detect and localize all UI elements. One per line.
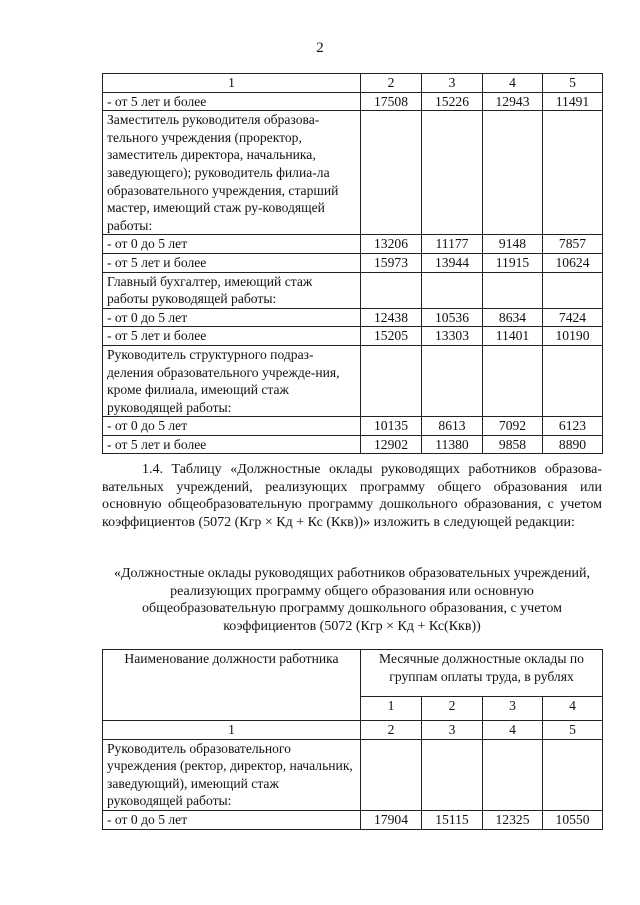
salary-value [422, 739, 483, 810]
table-row [103, 111, 603, 235]
position-label: - от 5 лет и более [103, 92, 361, 111]
table2-group-number: 3 [483, 696, 543, 720]
salary-value: 11915 [483, 253, 543, 272]
table-row [103, 235, 603, 254]
position-label: Главный бухгалтер, имеющий стаж работы руководящей работы: [103, 272, 361, 308]
salary-value [483, 345, 543, 416]
salary-value: 8634 [483, 308, 543, 327]
salary-value: 17508 [361, 92, 422, 111]
table2-group-number: 2 [422, 696, 483, 720]
salary-value [543, 111, 603, 235]
table2-position-header: Наименование должности работника [103, 650, 361, 721]
salary-value: 9858 [483, 435, 543, 454]
position-label: - от 0 до 5 лет [103, 308, 361, 327]
table2-salary-header: Месячные должностные оклады по группам оплаты труда, в рублях [361, 650, 603, 697]
salary-value [361, 111, 422, 235]
table1-index-cell: 4 [483, 74, 543, 93]
salary-value [483, 739, 543, 810]
position-label: - от 5 лет и более [103, 327, 361, 346]
salary-value: 12325 [483, 810, 543, 829]
position-label: - от 5 лет и более [103, 253, 361, 272]
salary-value [422, 345, 483, 416]
new-table-title: «Должностные оклады руководящих работников образовательных учреждений, реализующих программу общего образования или основную общеобразовательную программу дошкольного образования, с учетом коэффициентов (5072 (Кгр × Кд + Кс(Ккв)) [113, 566, 591, 634]
table-row [103, 327, 603, 346]
salary-value: 13206 [361, 235, 422, 254]
position-label: - от 0 до 5 лет [103, 417, 361, 436]
table2-index-cell: 1 [103, 721, 361, 740]
position-label: Заместитель руководителя образова-тельного учреждения (проректор, заместитель директора, начальника, заведующего); руководитель филиа-ла образовательного учреждения, старший мастер, имеющий стаж ру-ководящей работы: [103, 111, 361, 235]
salary-value: 11491 [543, 92, 603, 111]
salary-value: 8890 [543, 435, 603, 454]
salary-value: 11401 [483, 327, 543, 346]
salary-value: 12943 [483, 92, 543, 111]
salary-table-new [102, 649, 603, 830]
salary-value: 15226 [422, 92, 483, 111]
salary-value [483, 272, 543, 308]
table2-index-cell: 4 [483, 721, 543, 740]
salary-value [543, 272, 603, 308]
salary-value: 6123 [543, 417, 603, 436]
table1-index-cell: 3 [422, 74, 483, 93]
salary-value [543, 739, 603, 810]
table2-index-cell: 3 [422, 721, 483, 740]
salary-value [422, 272, 483, 308]
table2-header-row [103, 650, 603, 697]
salary-value: 17904 [361, 810, 422, 829]
position-label: Руководитель образовательного учреждения (ректор, директор, начальник, заведующий), имеющий стаж руководящей работы: [103, 739, 361, 810]
table-row [103, 92, 603, 111]
salary-value: 10536 [422, 308, 483, 327]
salary-value: 8613 [422, 417, 483, 436]
table-row [103, 308, 603, 327]
salary-value: 9148 [483, 235, 543, 254]
salary-table-continued [102, 73, 603, 454]
position-label: - от 5 лет и более [103, 435, 361, 454]
position-label: - от 0 до 5 лет [103, 235, 361, 254]
salary-value: 12438 [361, 308, 422, 327]
salary-value: 7092 [483, 417, 543, 436]
table2-index-row [103, 721, 603, 740]
table-row [103, 435, 603, 454]
paragraph-1-4: 1.4. Таблицу «Должностные оклады руководящих работников образова-вательных учреждений, реализующих программу общего образования или основную общеобразовательную программу дошкольного образования, с учетом коэффициентов (5072 (Кгр × Кд + Кс (Ккв))» изложить в следующей редакции: [102, 462, 602, 530]
salary-value: 7424 [543, 308, 603, 327]
table1-index-row [103, 74, 603, 93]
table-row [103, 810, 603, 829]
salary-value: 7857 [543, 235, 603, 254]
salary-value: 11177 [422, 235, 483, 254]
salary-value: 13944 [422, 253, 483, 272]
table2-index-cell: 2 [361, 721, 422, 740]
table2-group-number: 4 [543, 696, 603, 720]
table-row [103, 272, 603, 308]
salary-value: 10190 [543, 327, 603, 346]
table1-index-cell: 1 [103, 74, 361, 93]
salary-value: 15205 [361, 327, 422, 346]
table-row [103, 253, 603, 272]
table-row [103, 417, 603, 436]
table1-index-cell: 5 [543, 74, 603, 93]
salary-value: 15115 [422, 810, 483, 829]
salary-value [422, 111, 483, 235]
salary-value [361, 345, 422, 416]
salary-value: 13303 [422, 327, 483, 346]
table2-group-number: 1 [361, 696, 422, 720]
table-row [103, 739, 603, 810]
salary-value [483, 111, 543, 235]
salary-value: 11380 [422, 435, 483, 454]
salary-value: 10624 [543, 253, 603, 272]
salary-value [361, 272, 422, 308]
salary-value [543, 345, 603, 416]
table2-index-cell: 5 [543, 721, 603, 740]
table-row [103, 345, 603, 416]
salary-value: 12902 [361, 435, 422, 454]
salary-value: 15973 [361, 253, 422, 272]
salary-value [361, 739, 422, 810]
salary-value: 10135 [361, 417, 422, 436]
table1-index-cell: 2 [361, 74, 422, 93]
page-number: 2 [316, 40, 324, 56]
salary-value: 10550 [543, 810, 603, 829]
position-label: - от 0 до 5 лет [103, 810, 361, 829]
position-label: Руководитель структурного подраз-деления образовательного учрежде-ния, кроме филиала, имеющий стаж руководящей работы: [103, 345, 361, 416]
